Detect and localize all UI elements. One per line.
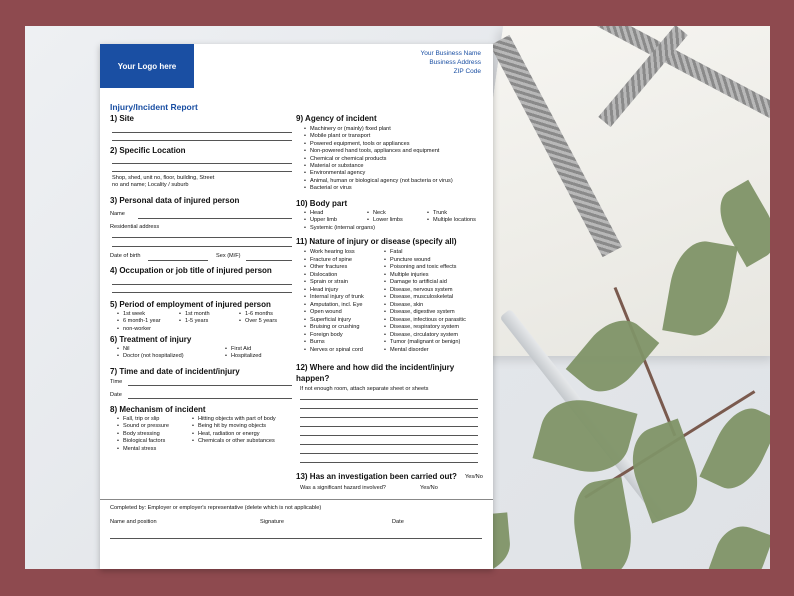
nature-option[interactable]: • Puncture wound xyxy=(390,257,466,265)
agency-option[interactable]: • Animal, human or biological agency (not bacteria or virus) xyxy=(310,178,453,185)
completed-by-label: Completed by: Employer or employer's representative (delete which is not applicable) xyxy=(110,505,322,511)
nature-option[interactable]: • Disease, infectious or parasitic xyxy=(390,317,466,325)
business-address: Business Address xyxy=(429,59,481,66)
mechanism-option[interactable]: • Being hit by moving objects xyxy=(198,423,276,430)
agency-option[interactable]: • Powered equipment, tools or appliances xyxy=(310,141,453,148)
hazard-question: Was a significant hazard involved? xyxy=(300,485,386,491)
site-line-1[interactable] xyxy=(112,132,292,133)
mechanism-options-col2 xyxy=(191,416,276,446)
signature-label: Signature xyxy=(260,519,284,525)
occupation-line-1[interactable] xyxy=(112,284,292,285)
nature-option[interactable]: • Disease, respiratory system xyxy=(390,324,466,332)
section-employment-heading: 5) Period of employment of injured person xyxy=(110,300,271,309)
leaf xyxy=(567,477,638,569)
sex-field[interactable] xyxy=(246,260,292,261)
investigation-yes-no[interactable]: Yes/No xyxy=(465,474,483,480)
where-line[interactable] xyxy=(300,417,478,418)
nature-option[interactable]: • Mental disorder xyxy=(390,347,466,355)
body-part-option[interactable]: • Multiple locations xyxy=(433,217,476,224)
business-name: Your Business Name xyxy=(420,50,481,57)
where-line[interactable] xyxy=(300,408,478,409)
body-part-option[interactable]: • Upper limb xyxy=(310,217,375,224)
signature-line[interactable] xyxy=(110,538,482,539)
nature-option[interactable]: • Dislocation xyxy=(310,272,364,280)
section-location-heading: 2) Specific Location xyxy=(110,146,186,155)
employment-option[interactable]: • 1-6 months xyxy=(245,311,277,318)
section-investigation-heading: 13) Has an investigation been carried out? xyxy=(296,472,457,481)
footer-date-label: Date xyxy=(392,519,404,525)
nature-option[interactable]: • Other fractures xyxy=(310,264,364,272)
mechanism-option[interactable]: • Heat, radiation or energy xyxy=(198,431,276,438)
body-part-option[interactable]: • Systemic (internal organs) xyxy=(310,225,375,232)
address-label: Residential address xyxy=(110,224,160,230)
section-nature-heading: 11) Nature of injury or disease (specify all) xyxy=(296,237,457,246)
site-line-2[interactable] xyxy=(112,140,292,141)
business-zip: ZIP Code xyxy=(453,68,481,75)
nature-option[interactable]: • Foreign body xyxy=(310,332,364,340)
body-part-options-col3 xyxy=(426,210,476,225)
agency-option[interactable]: • Mobile plant or transport xyxy=(310,133,453,140)
name-position-label: Name and position xyxy=(110,519,157,525)
treatment-options-col2 xyxy=(224,346,261,361)
sex-label: Sex (M/F) xyxy=(216,253,241,259)
treatment-options-col1 xyxy=(116,346,184,361)
where-line[interactable] xyxy=(300,462,478,463)
section-treatment-heading: 6) Treatment of injury xyxy=(110,335,192,344)
where-line[interactable] xyxy=(300,435,478,436)
mechanism-option[interactable]: • Hitting objects with part of body xyxy=(198,416,276,423)
agency-options xyxy=(303,126,453,193)
nature-option[interactable]: • Tumor (malignant or benign) xyxy=(390,339,466,347)
time-label: Time xyxy=(110,379,123,385)
body-part-options-col1 xyxy=(303,210,375,232)
section-site-heading: 1) Site xyxy=(110,114,135,123)
employment-options-col3 xyxy=(238,311,277,326)
incident-report-form xyxy=(100,44,493,569)
section-time-heading: 7) Time and date of incident/injury xyxy=(110,367,240,376)
agency-option[interactable]: • Non-powered hand tools, appliances and equipment xyxy=(310,148,453,155)
nature-options-col2 xyxy=(383,249,466,354)
section-where-heading: 12) Where and how did the incident/injury xyxy=(296,363,455,372)
leaf xyxy=(706,519,770,569)
nature-option[interactable]: • Nerves or spinal cord xyxy=(310,347,364,355)
agency-option[interactable]: • Machinery or (mainly) fixed plant xyxy=(310,126,453,133)
nature-option[interactable]: • Disease, skin xyxy=(390,302,466,310)
dob-label: Date of birth xyxy=(110,253,141,259)
employment-option[interactable]: • 1-5 years xyxy=(185,318,210,325)
form-title: Injury/Incident Report xyxy=(110,102,198,112)
location-line-1[interactable] xyxy=(112,163,292,164)
nature-options-col1 xyxy=(303,249,364,354)
footer-divider xyxy=(100,499,493,500)
agency-option[interactable]: • Environmental agency xyxy=(310,170,453,177)
mechanism-options-col1 xyxy=(116,416,169,453)
nature-option[interactable]: • Bruising or crushing xyxy=(310,324,364,332)
hazard-yes-no[interactable]: Yes/No xyxy=(420,485,438,491)
employment-option[interactable]: • Over 5 years xyxy=(245,318,277,325)
body-part-option[interactable]: • Trunk xyxy=(433,210,476,217)
location-line-2[interactable] xyxy=(112,171,292,172)
logo-placeholder: Your Logo here xyxy=(100,44,194,88)
section-body-part-heading: 10) Body part xyxy=(296,199,348,208)
nature-option[interactable]: • Work hearing loss xyxy=(310,249,364,257)
body-part-option[interactable]: • Head xyxy=(310,210,375,217)
address-field-2[interactable] xyxy=(112,246,292,247)
agency-option[interactable]: • Chemical or chemical products xyxy=(310,156,453,163)
body-part-options-col2 xyxy=(366,210,403,225)
nature-option[interactable]: • Amputation, incl. Eye xyxy=(310,302,364,310)
nature-option[interactable]: • Damage to artificial aid xyxy=(390,279,466,287)
occupation-line-2[interactable] xyxy=(112,292,292,293)
treatment-option[interactable]: • First Aid xyxy=(231,346,261,353)
nature-option[interactable]: • Fatal xyxy=(390,249,466,257)
nature-option[interactable]: • Fracture of spine xyxy=(310,257,364,265)
where-line[interactable] xyxy=(300,399,478,400)
nature-option[interactable]: • Burns xyxy=(310,339,364,347)
mechanism-option[interactable]: • Biological factors xyxy=(123,438,169,445)
leaf xyxy=(699,399,770,497)
agency-option[interactable]: • Bacterial or virus xyxy=(310,185,453,192)
mechanism-option[interactable]: • Body stressing xyxy=(123,431,169,438)
mechanism-option[interactable]: • Sound or pressure xyxy=(123,423,169,430)
leaf xyxy=(621,418,708,523)
mechanism-option[interactable]: • Chemicals or other substances xyxy=(198,438,276,445)
nature-option[interactable]: • Sprain or strain xyxy=(310,279,364,287)
nature-option[interactable]: • Multiple injuries xyxy=(390,272,466,280)
nature-option[interactable]: • Poisoning and toxic effects xyxy=(390,264,466,272)
mechanism-option[interactable]: • Mental stress xyxy=(123,446,169,453)
time-field[interactable] xyxy=(128,385,292,386)
body-part-option[interactable]: • Neck xyxy=(373,210,403,217)
nature-option[interactable]: • Open wound xyxy=(310,309,364,317)
location-note-2: no and name; Locality / suburb xyxy=(112,182,189,188)
employment-options-col1 xyxy=(116,311,161,333)
section-where-heading-cont: happen? xyxy=(296,374,330,383)
name-label: Name xyxy=(110,211,125,217)
business-info xyxy=(421,49,481,76)
agency-option[interactable]: • Material or substance xyxy=(310,163,453,170)
employment-option[interactable]: • 6 month-1 year xyxy=(123,318,161,325)
treatment-option[interactable]: • Doctor (not hospitalized) xyxy=(123,353,184,360)
treatment-option[interactable]: • Nil xyxy=(123,346,184,353)
dob-field[interactable] xyxy=(148,260,208,261)
body-part-option[interactable]: • Lower limbs xyxy=(373,217,403,224)
where-note: If not enough room, attach separate sheet or sheets xyxy=(300,386,429,392)
nature-option[interactable]: • Head injury xyxy=(310,287,364,295)
date-field[interactable] xyxy=(128,398,292,399)
where-line[interactable] xyxy=(300,444,478,445)
date-label: Date xyxy=(110,392,122,398)
section-personal-heading: 3) Personal data of injured person xyxy=(110,196,240,205)
treatment-option[interactable]: • Hospitalized xyxy=(231,353,261,360)
nature-option[interactable]: • Internal injury of trunk xyxy=(310,294,364,302)
name-field[interactable] xyxy=(138,218,292,219)
section-agency-heading: 9) Agency of incident xyxy=(296,114,377,123)
employment-options-col2 xyxy=(178,311,210,326)
section-occupation-heading: 4) Occupation or job title of injured person xyxy=(110,266,272,275)
employment-option[interactable]: • 1st month xyxy=(185,311,210,318)
nature-option[interactable]: • Disease, digestive system xyxy=(390,309,466,317)
address-field-1[interactable] xyxy=(112,237,292,238)
nature-option[interactable]: • Disease, musculoskeletal xyxy=(390,294,466,302)
location-note-1: Shop, shed, unit no, floor, building, Street xyxy=(112,175,215,181)
nature-option[interactable]: • Disease, nervous system xyxy=(390,287,466,295)
employment-option[interactable]: • non-worker xyxy=(123,326,161,333)
nature-option[interactable]: • Superficial injury xyxy=(310,317,364,325)
section-mechanism-heading: 8) Mechanism of incident xyxy=(110,405,206,414)
where-line[interactable] xyxy=(300,426,478,427)
nature-option[interactable]: • Disease, circulatory system xyxy=(390,332,466,340)
employment-option[interactable]: • 1st week xyxy=(123,311,161,318)
where-line[interactable] xyxy=(300,453,478,454)
mechanism-option[interactable]: • Fall, trip or slip xyxy=(123,416,169,423)
